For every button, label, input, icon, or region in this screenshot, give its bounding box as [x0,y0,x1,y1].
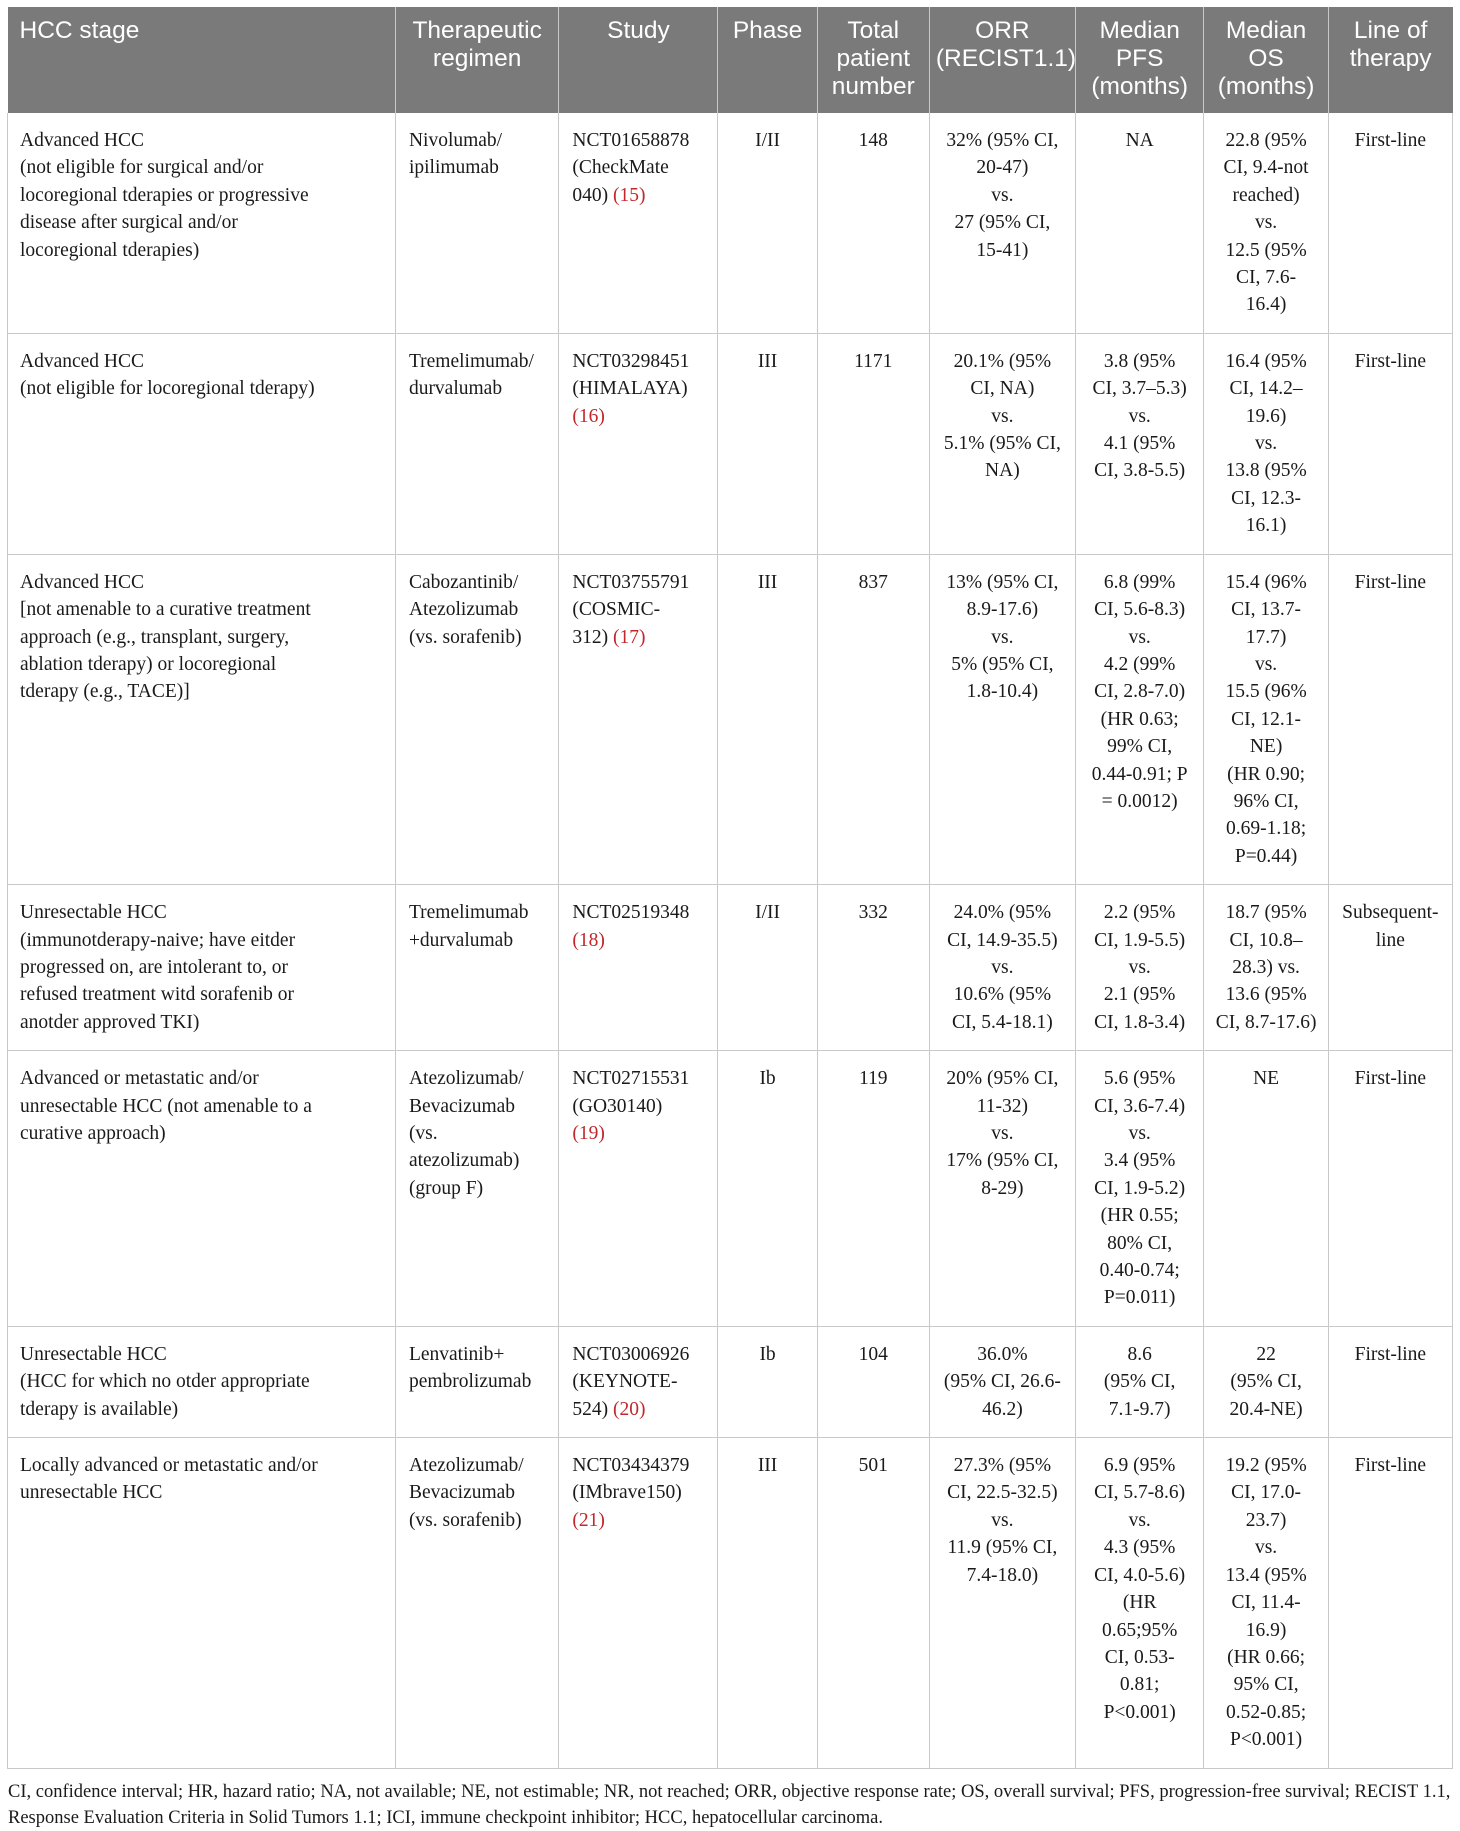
cell-line-of-therapy-text: First-line [1354,571,1427,593]
reference-link[interactable]: (19) [572,1123,605,1144]
cell-line-of-therapy-text: First-line [1354,1068,1427,1090]
cell-study-text: NCT03755791 (COSMIC- 312) [572,571,690,648]
table-body [8,113,1453,1768]
cell-study [559,885,718,1051]
cell-total-patient-number [817,113,929,333]
cell-phase-text: Ib [759,1068,776,1090]
reference-link[interactable]: (20) [613,1398,646,1420]
cell-therapeutic-regimen-text: Tremelimumab/ durvalumab [408,350,534,400]
cell-therapeutic-regimen [395,1438,558,1768]
header-orr: ORR (RECIST1.1) [929,7,1075,113]
cell-median-os-text: 18.7 (95% CI, 10.8– 28.3) vs. 13.6 (95% CI, 8.7-17.6) [1215,902,1317,1033]
cell-total-patient-number [817,333,929,554]
table-row [8,1326,1453,1437]
table-footnote: CI, confidence interval; HR, hazard ratio; NA, not available; NE, not estimable; NR, not reached; ORR, objective response rate; OS, overall survival; PFS, progression-free survival; RECIST 1.1, Response Evaluation Criteria in Solid Tumors 1.1; ICI, immune checkpoint inhibitor; HCC, hepatocellular carcinoma. [8,1781,1451,1828]
cell-study [559,1438,718,1768]
cell-orr [929,885,1075,1051]
cell-therapeutic-regimen [395,113,558,333]
cell-line-of-therapy [1328,554,1452,884]
cell-line-of-therapy [1328,1326,1452,1437]
cell-orr [929,333,1075,554]
header-study: Study [559,7,718,113]
cell-median-pfs-text: 5.6 (95% CI, 3.6-7.4) vs. 3.4 (95% CI, 1.9-5.2) (HR 0.55; 80% CI, 0.40-0.74; P=0.011) [1094,1068,1186,1309]
cell-total-patient-number-text: 104 [858,1343,888,1365]
cell-median-pfs-text: 3.8 (95% CI, 3.7–5.3) vs. 4.1 (95% CI, 3.8-5.5) [1092,350,1187,482]
cell-median-pfs [1075,333,1204,554]
cell-median-pfs-text: 2.2 (95% CI, 1.9-5.5) vs. 2.1 (95% CI, 1.8-3.4) [1094,902,1186,1033]
reference-link[interactable]: (16) [572,405,605,427]
cell-phase-text: I/II [755,130,781,151]
cell-therapeutic-regimen-text: Lenvatinib+ pembrolizumab [408,1343,532,1393]
cell-orr [929,554,1075,884]
cell-study [559,554,718,884]
cell-phase-text: Ib [759,1343,776,1365]
cell-median-pfs [1075,1438,1204,1768]
cell-median-os-text: 22.8 (95% CI, 9.4-not reached) vs. 12.5 (95% CI, 7.6- 16.4) [1223,130,1309,316]
cell-orr-text: 20.1% (95% CI, NA) vs. 5.1% (95% CI, NA) [943,350,1061,482]
cell-median-os [1204,1326,1328,1437]
cell-median-pfs-text: 6.9 (95% CI, 5.7-8.6) vs. 4.3 (95% CI, 4.0-5.6) (HR 0.65;95% CI, 0.53- 0.81; P<0.001) [1094,1455,1186,1723]
cell-median-pfs-text: 6.8 (99% CI, 5.6-8.3) vs. 4.2 (99% CI, 2.8-7.0) (HR 0.63; 99% CI, 0.44-0.91; P = 0.0012) [1091,571,1188,812]
table-row [8,1051,1453,1327]
cell-median-os-text: NE [1253,1068,1280,1090]
cell-therapeutic-regimen [395,554,558,884]
cell-therapeutic-regimen-text: Atezolizumab/ Bevacizumab (vs. sorafenib) [408,1455,524,1531]
cell-total-patient-number-text: 1171 [854,350,893,372]
cell-line-of-therapy-text: First-line [1354,130,1427,151]
header-line-of-therapy: Line of therapy [1328,7,1452,113]
cell-study-text: NCT03298451 (HIMALAYA) [572,350,690,400]
cell-therapeutic-regimen-text: Tremelimumab +durvalumab [408,902,529,951]
cell-study-text: NCT01658878 (CheckMate 040) [572,130,690,206]
cell-hcc-stage [8,554,396,884]
table-row [8,333,1453,554]
cell-median-pfs [1075,113,1204,333]
cell-median-pfs-text: NA [1125,130,1154,151]
cell-hcc-stage-text: Advanced HCC (not eligible for locoregional tderapy) [20,350,315,400]
cell-line-of-therapy [1328,1438,1452,1768]
cell-median-os [1204,554,1328,884]
table-row [8,113,1453,333]
cell-hcc-stage-text: Locally advanced or metastatic and/or unresectable HCC [20,1455,318,1504]
header-hcc-stage: HCC stage [8,7,396,113]
cell-phase [718,1438,817,1768]
cell-orr [929,113,1075,333]
cell-hcc-stage-text: Advanced or metastatic and/or unresectable HCC (not amenable to a curative approach) [20,1068,312,1144]
header-row [8,7,1453,113]
cell-median-os-text: 22 (95% CI, 20.4-NE) [1229,1343,1303,1420]
cell-median-os-text: 16.4 (95% CI, 14.2– 19.6) vs. 13.8 (95% CI, 12.3- 16.1) [1225,350,1307,537]
cell-median-os-text: 15.4 (96% CI, 13.7- 17.7) vs. 15.5 (96% CI, 12.1- NE) (HR 0.90; 96% CI, 0.69-1.18; P=0.44) [1225,571,1307,867]
cell-therapeutic-regimen [395,333,558,554]
cell-phase [718,333,817,554]
cell-hcc-stage-text: Unresectable HCC (HCC for which no otder appropriate tderapy is available) [20,1343,310,1420]
cell-therapeutic-regimen-text: Nivolumab/ ipilimumab [408,130,503,179]
reference-link[interactable]: (21) [572,1509,605,1531]
cell-median-os [1204,1438,1328,1768]
cell-orr-text: 24.0% (95% CI, 14.9-35.5) vs. 10.6% (95% CI, 5.4-18.1) [947,902,1058,1033]
cell-phase [718,1326,817,1437]
cell-hcc-stage-text: Unresectable HCC (immunotderapy-naive; have eitder progressed on, are intolerant to, or refused treatment witd sorafenib or anotder approved TKI) [20,902,296,1033]
cell-study-text: NCT02519348 [572,902,690,924]
cell-hcc-stage [8,1051,396,1327]
cell-total-patient-number [817,1438,929,1768]
cell-line-of-therapy [1328,333,1452,554]
cell-hcc-stage [8,1326,396,1437]
cell-study-text: NCT03006926 (KEYNOTE- 524) [572,1343,690,1420]
cell-hcc-stage [8,885,396,1051]
cell-study-text: NCT03434379 (IMbrave150) [572,1455,690,1504]
cell-hcc-stage [8,1438,396,1768]
cell-hcc-stage-text: Advanced HCC [not amenable to a curative treatment approach (e.g., transplant, surgery, ablation tderapy) or locoregional tderapy (e.g., TACE)] [20,571,311,703]
cell-study [559,113,718,333]
cell-phase-text: III [757,571,778,593]
cell-median-pfs-text: 8.6 (95% CI, 7.1-9.7) [1103,1343,1176,1420]
cell-hcc-stage [8,113,396,333]
cell-phase-text: III [757,1455,778,1477]
cell-median-os-text: 19.2 (95% CI, 17.0- 23.7) vs. 13.4 (95% CI, 11.4- 16.9) (HR 0.66; 95% CI, 0.52-0.85; P<0.001) [1225,1455,1307,1751]
header-median-pfs: Median PFS (months) [1075,7,1204,113]
cell-total-patient-number-text: 837 [858,571,888,593]
cell-study [559,333,718,554]
cell-total-patient-number-text: 119 [858,1068,888,1090]
cell-median-pfs [1075,554,1204,884]
table-header [8,7,1453,113]
cell-phase [718,113,817,333]
cell-median-os [1204,333,1328,554]
cell-orr-text: 36.0% (95% CI, 26.6- 46.2) [943,1343,1061,1420]
cell-phase [718,885,817,1051]
table-row [8,554,1453,884]
cell-phase-text: III [757,350,778,372]
cell-hcc-stage-text: Advanced HCC (not eligible for surgical and/or locoregional tderapies or progressive disease after surgical and/or locoregional tderapies) [20,130,309,261]
cell-hcc-stage [8,333,396,554]
cell-orr [929,1051,1075,1327]
reference-link[interactable]: (17) [613,626,646,648]
reference-link[interactable]: (18) [572,929,605,951]
header-median-os: Median OS (months) [1204,7,1328,113]
table-row [8,1438,1453,1768]
cell-total-patient-number-text: 501 [858,1455,888,1477]
cell-phase [718,1051,817,1327]
cell-study-text: NCT02715531 (GO30140) [572,1068,690,1117]
reference-link[interactable]: (15) [613,184,646,206]
cell-orr-text: 20% (95% CI, 11-32) vs. 17% (95% CI, 8-29) [946,1068,1059,1199]
cell-orr-text: 27.3% (95% CI, 22.5-32.5) vs. 11.9 (95% CI, 7.4-18.0) [947,1455,1058,1586]
cell-median-os [1204,1051,1328,1327]
table-container [7,7,1453,1831]
table-row [8,885,1453,1051]
cell-median-pfs [1075,1051,1204,1327]
cell-therapeutic-regimen-text: Atezolizumab/ Bevacizumab (vs. atezolizumab) (group F) [408,1068,524,1199]
cell-study [559,1051,718,1327]
cell-median-pfs [1075,1326,1204,1437]
cell-total-patient-number [817,885,929,1051]
cell-line-of-therapy [1328,1051,1452,1327]
cell-total-patient-number-text: 148 [858,130,888,151]
cell-phase [718,554,817,884]
cell-line-of-therapy-text: First-line [1354,1343,1427,1365]
cell-median-os [1204,885,1328,1051]
cell-line-of-therapy-text: First-line [1354,1455,1427,1477]
header-phase: Phase [718,7,817,113]
cell-line-of-therapy-text: Subsequent- line [1342,902,1439,951]
header-total-patient-number: Total patient number [817,7,929,113]
cell-orr-text: 32% (95% CI, 20-47) vs. 27 (95% CI, 15-41) [946,130,1059,261]
cell-total-patient-number [817,554,929,884]
cell-therapeutic-regimen-text: Cabozantinib/ Atezolizumab (vs. sorafenib) [408,571,522,648]
cell-line-of-therapy-text: First-line [1354,350,1427,372]
cell-therapeutic-regimen [395,1051,558,1327]
cell-orr [929,1326,1075,1437]
cell-orr-text: 13% (95% CI, 8.9-17.6) vs. 5% (95% CI, 1.8-10.4) [946,571,1059,703]
cell-therapeutic-regimen [395,1326,558,1437]
cell-line-of-therapy [1328,885,1452,1051]
header-therapeutic-regimen: Therapeutic regimen [395,7,558,113]
cell-study [559,1326,718,1437]
cell-line-of-therapy [1328,113,1452,333]
cell-total-patient-number [817,1326,929,1437]
hcc-trials-table [7,7,1453,1769]
cell-phase-text: I/II [755,902,781,924]
cell-median-pfs [1075,885,1204,1051]
cell-median-os [1204,113,1328,333]
cell-orr [929,1438,1075,1768]
cell-total-patient-number [817,1051,929,1327]
cell-therapeutic-regimen [395,885,558,1051]
cell-total-patient-number-text: 332 [858,902,888,924]
